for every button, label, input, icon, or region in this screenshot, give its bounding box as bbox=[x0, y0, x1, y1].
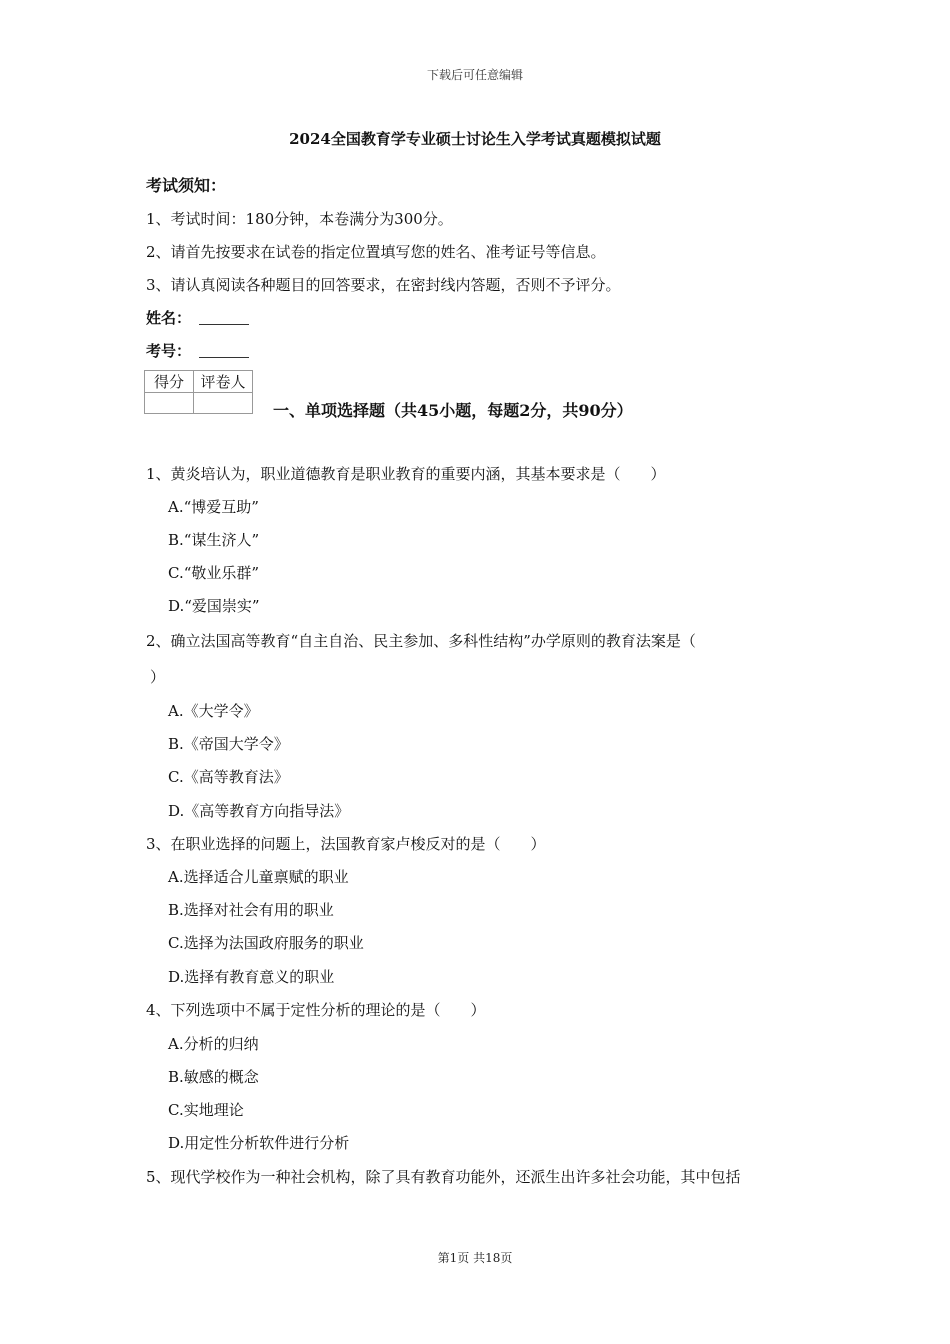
grader-header: 评卷人 bbox=[194, 371, 253, 393]
option-c[interactable]: C.选择为法国政府服务的职业 bbox=[168, 934, 364, 952]
option-a[interactable]: A.选择适合儿童禀赋的职业 bbox=[168, 868, 349, 886]
option-d[interactable]: D.选择有教育意义的职业 bbox=[168, 968, 335, 986]
option-b[interactable]: B.敏感的概念 bbox=[168, 1068, 259, 1086]
option-c[interactable]: C.实地理论 bbox=[168, 1101, 244, 1119]
notice-heading: 考试须知： bbox=[146, 176, 227, 195]
exam-title: 2024全国教育学专业硕士讨论生入学考试真题模拟试题 bbox=[289, 130, 661, 148]
question-stem: 3、在职业选择的问题上，法国教育家卢梭反对的是（ ） bbox=[146, 835, 546, 853]
grader-cell[interactable] bbox=[194, 393, 253, 414]
question-stem: 1、黄炎培认为，职业道德教育是职业教育的重要内涵，其基本要求是（ ） bbox=[146, 465, 666, 483]
name-label: 姓名： bbox=[146, 309, 192, 327]
option-c[interactable]: C.《高等教育法》 bbox=[168, 768, 289, 786]
option-d[interactable]: D.《高等教育方向指导法》 bbox=[168, 802, 350, 820]
id-field bbox=[146, 340, 249, 361]
question-stem: 2、确立法国高等教育“自主自治、民主参加、多科性结构”办学原则的教育法案是（ bbox=[146, 632, 696, 650]
id-blank[interactable] bbox=[199, 343, 249, 358]
option-a[interactable]: A.分析的归纳 bbox=[168, 1035, 259, 1053]
score-table bbox=[144, 370, 253, 414]
question-stem: 4、下列选项中不属于定性分析的理论的是（ ） bbox=[146, 1001, 486, 1019]
question-stem: 5、现代学校作为一种社会机构，除了具有教育功能外，还派生出许多社会功能，其中包括 bbox=[146, 1168, 741, 1186]
notice-item: 1、考试时间：180分钟，本卷满分为300分。 bbox=[146, 210, 453, 228]
score-cell[interactable] bbox=[145, 393, 194, 414]
id-label: 考号： bbox=[146, 342, 192, 360]
option-b[interactable]: B.选择对社会有用的职业 bbox=[168, 901, 334, 919]
notice-item: 2、请首先按要求在试卷的指定位置填写您的姓名、准考证号等信息。 bbox=[146, 243, 606, 261]
option-d[interactable]: D.“爱国崇实” bbox=[168, 597, 260, 615]
page-footer: 第1页 共18页 bbox=[437, 1251, 513, 1265]
notice-item: 3、请认真阅读各种题目的回答要求，在密封线内答题，否则不予评分。 bbox=[146, 276, 621, 294]
option-a[interactable]: A.《大学令》 bbox=[168, 702, 259, 720]
page-header: 下载后可任意编辑 bbox=[426, 68, 523, 82]
option-b[interactable]: B.《帝国大学令》 bbox=[168, 735, 289, 753]
option-b[interactable]: B.“谋生济人” bbox=[168, 531, 260, 549]
option-c[interactable]: C.“敬业乐群” bbox=[168, 564, 260, 582]
name-field bbox=[146, 307, 249, 328]
question-stem-continuation: ） bbox=[150, 668, 166, 686]
option-d[interactable]: D.用定性分析软件进行分析 bbox=[168, 1134, 350, 1152]
score-header: 得分 bbox=[145, 371, 194, 393]
section-heading: 一、单项选择题（共45小题，每题2分，共90分） bbox=[273, 401, 633, 420]
name-blank[interactable] bbox=[199, 310, 249, 325]
option-a[interactable]: A.“博爱互助” bbox=[168, 498, 259, 516]
